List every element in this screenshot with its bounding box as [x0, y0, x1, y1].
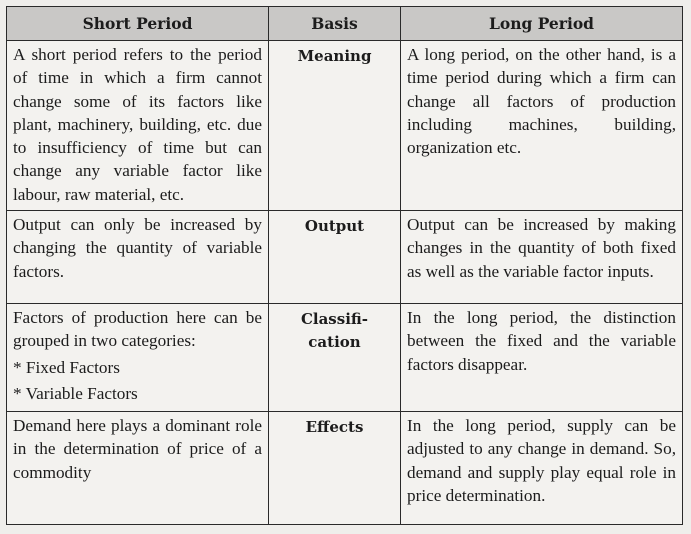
table-row-classification — [7, 304, 683, 412]
basis-cell — [269, 412, 401, 525]
basis-cell — [269, 211, 401, 304]
basis-label: Output — [304, 217, 365, 236]
long-period-cell — [401, 211, 683, 304]
short-period-cell — [7, 304, 269, 412]
table-header-row — [7, 7, 683, 41]
basis-label: Effects — [305, 418, 364, 437]
basis-label-line1: Classifi- — [300, 310, 369, 329]
basis-cell — [269, 304, 401, 412]
table-row-meaning — [7, 41, 683, 211]
comparison-table — [6, 6, 683, 525]
header-basis: Basis — [269, 7, 401, 41]
long-period-cell — [401, 412, 683, 525]
long-period-text: In the long period, the distinction between the fixed and the variable factors disappear. — [407, 308, 676, 374]
bullet-fixed-factors: * Fixed Factors — [13, 357, 120, 377]
basis-cell — [269, 41, 401, 211]
long-period-text: Output can be increased by making changes in the quantity of both fixed as well as the variable factor inputs. — [407, 215, 676, 281]
table-row-output — [7, 211, 683, 304]
header-long-period: Long Period — [401, 7, 683, 41]
long-period-text: A long period, on the other hand, is a time period during which a firm can change all factors of production including machines, building, organization etc. — [407, 45, 676, 158]
short-period-text: Factors of production here can be grouped in two categories: — [13, 308, 262, 351]
long-period-cell — [401, 41, 683, 211]
header-short-period: Short Period — [7, 7, 269, 41]
table-row-effects — [7, 412, 683, 525]
long-period-text: In the long period, supply can be adjusted to any change in demand. So, demand and supply play equal role in price determination. — [407, 416, 676, 505]
short-period-cell — [7, 211, 269, 304]
bullet-variable-factors: * Variable Factors — [13, 383, 138, 403]
short-period-content — [7, 304, 268, 409]
long-period-cell — [401, 304, 683, 412]
basis-label: Meaning — [297, 47, 372, 65]
short-period-text: Demand here plays a dominant role in the determination of price of a commodity — [13, 416, 262, 482]
short-period-cell — [7, 41, 269, 211]
short-period-text: A short period refers to the period of time in which a firm cannot change some of its factors like plant, machinery, building, etc. due to insufficiency of time but can change any variable factor like labour, raw material, etc. — [13, 45, 262, 204]
basis-label-line2: cation — [308, 333, 361, 352]
short-period-text: Output can only be increased by changing the quantity of variable factors. — [13, 215, 262, 281]
short-period-cell — [7, 412, 269, 525]
